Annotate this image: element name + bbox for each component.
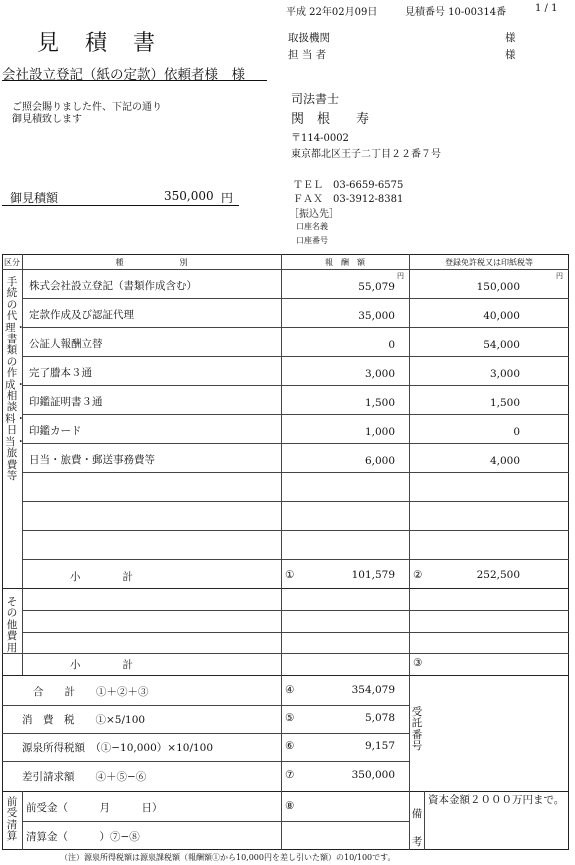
row-divider: [22, 414, 569, 415]
remarks-divider: [424, 791, 425, 850]
row-divider: [2, 733, 409, 734]
row-divider: [22, 530, 569, 531]
item-fee: 1,000: [364, 426, 395, 438]
row-divider: [22, 610, 569, 611]
row-divider: [2, 653, 569, 654]
item-tax: 1,500: [489, 397, 520, 409]
item-fee: 0: [388, 339, 395, 351]
remarks-text: 資本金額２０００万円まで。: [428, 794, 565, 806]
issuer-fax: ＦＡＸ 03-3912-8381: [293, 194, 404, 205]
issuer-tel: ＴＥＬ 03-6659-6575: [293, 180, 404, 191]
item-tax: 0: [513, 426, 520, 438]
header-fee: 報 酬 額: [325, 258, 365, 267]
section-divider: [2, 791, 569, 792]
row-divider: [22, 327, 569, 328]
section-divider: [2, 675, 569, 676]
other-subtotal-tax-mark: ③: [413, 657, 423, 669]
item-tax: 40,000: [483, 310, 520, 322]
header-category: 区分: [4, 258, 20, 267]
row-divider: [22, 385, 569, 386]
withholding-tax-value: 9,157: [364, 740, 395, 752]
fee-divider: [281, 254, 282, 850]
net-billing-mark: ⑦: [285, 769, 295, 781]
consumption-tax-mark: ⑤: [285, 712, 295, 724]
item-name: 株式会社設立登記（書類作成含む）: [29, 280, 197, 292]
section1-label: 手続の代理・書類の作成・相談料・日当・旅費等: [5, 276, 26, 482]
row-divider: [2, 761, 409, 762]
footnote: （注）源泉所得税額は源泉課税額（報酬額①から10,000円を差し引いた額）の10/100です。: [60, 853, 396, 862]
header-type: 種 別: [115, 258, 188, 267]
total-value: 354,079: [351, 684, 395, 696]
advance-payment-mark: ⑧: [285, 800, 295, 812]
page-number: 1 / 1: [535, 3, 558, 14]
consumption-tax-value: 5,078: [364, 712, 395, 724]
tax-divider: [409, 254, 410, 850]
withholding-tax-label: 源泉所得税額 （①−10,000）×10/100: [22, 742, 214, 754]
receipt-number-label: 受託番号: [411, 706, 423, 753]
bank-label: ［振込先］: [289, 209, 339, 220]
net-billing-label: 差引請求額 ④＋⑤−⑥: [22, 771, 147, 783]
issuer-zip: 〒114-0002: [291, 133, 349, 144]
category-divider: [22, 791, 23, 850]
item-fee: 1,500: [364, 397, 395, 409]
item-name: 印鑑カード: [29, 425, 82, 437]
account-name-label: 口座名義: [296, 222, 328, 231]
subtotal-tax-mark: ②: [413, 569, 423, 581]
section-divider: [2, 588, 569, 589]
item-tax: 54,000: [483, 339, 520, 351]
net-billing-value: 350,000: [351, 769, 395, 781]
advance-payment-label: 前受金（ 月 日）: [26, 802, 163, 814]
row-divider: [22, 501, 569, 502]
issue-date: 平成 22年02月09日: [286, 7, 378, 18]
greeting-line-2: 御見積致します: [12, 114, 82, 125]
issuer-title: 司法書士: [291, 92, 340, 106]
other-subtotal-label: 小 計: [70, 659, 133, 671]
estimate-total-unit: 円: [221, 191, 234, 205]
item-fee: 55,079: [358, 281, 395, 293]
settlement-label: 前受清算: [6, 796, 18, 843]
subtotal-fee-mark: ①: [285, 569, 295, 581]
issuer-address: 東京都北区王子二丁目２２番７号: [291, 149, 441, 160]
estimate-number: 見積番号 10-00314番: [405, 7, 507, 18]
estimate-total-amount: 350,000: [164, 189, 214, 203]
document-title: 見 積 書: [37, 31, 158, 56]
item-name: 印鑑証明書３通: [29, 396, 103, 408]
subtotal-fee: 101,579: [351, 569, 395, 581]
header-divider: [2, 269, 569, 270]
client-name: 会社設立登記（紙の定款）依頼者様 様: [2, 67, 245, 83]
row-divider: [22, 356, 569, 357]
remarks-label: 備考: [411, 808, 423, 848]
item-name: 公証人報酬立替: [29, 338, 103, 350]
client-name-underline: [2, 80, 267, 81]
item-fee: 3,000: [364, 368, 395, 380]
estimate-total-underline: [2, 205, 239, 206]
item-tax: 4,000: [489, 455, 520, 467]
person-label: 担 当 者: [288, 49, 327, 61]
row-divider: [22, 472, 569, 473]
item-name: 定款作成及び認証代理: [29, 309, 134, 321]
subtotal-label: 小 計: [70, 571, 133, 583]
row-divider: [22, 559, 569, 560]
handling-org-label: 取扱機関: [288, 32, 330, 44]
handling-org-suffix: 様: [505, 32, 516, 44]
item-tax: 150,000: [476, 281, 520, 293]
category-divider: [22, 254, 23, 675]
row-divider: [22, 298, 569, 299]
item-name: 日当・旅費・郵送事務費等: [29, 454, 155, 466]
greeting-line-1: ご照会賜りました件、下記の通り: [12, 102, 162, 113]
row-divider: [22, 632, 569, 633]
section2-label: その他費用: [6, 596, 18, 654]
item-fee: 6,000: [364, 455, 395, 467]
consumption-tax-label: 消 費 税 ①×5/100: [22, 714, 146, 726]
row-divider: [2, 705, 409, 706]
fee-yen-mark: 円: [397, 272, 404, 280]
item-fee: 35,000: [358, 310, 395, 322]
issuer-name: 関 根 寿: [291, 112, 370, 127]
total-label: 合 計 ①＋②＋③: [33, 686, 149, 698]
settlement-amount-label: 清算金（ ）⑦−⑧: [26, 831, 140, 843]
withholding-tax-mark: ⑥: [285, 740, 295, 752]
account-number-label: 口座番号: [296, 236, 328, 245]
person-suffix: 様: [505, 49, 516, 61]
tax-yen-mark: 円: [556, 272, 563, 280]
header-tax: 登録免許税又は印紙税等: [445, 258, 533, 267]
total-mark: ④: [285, 684, 295, 696]
row-divider: [22, 443, 569, 444]
item-tax: 3,000: [489, 368, 520, 380]
row-divider: [22, 821, 409, 822]
subtotal-tax: 252,500: [476, 569, 520, 581]
item-name: 完了謄本３通: [29, 367, 92, 379]
estimate-total-label: 御見積額: [10, 191, 59, 205]
